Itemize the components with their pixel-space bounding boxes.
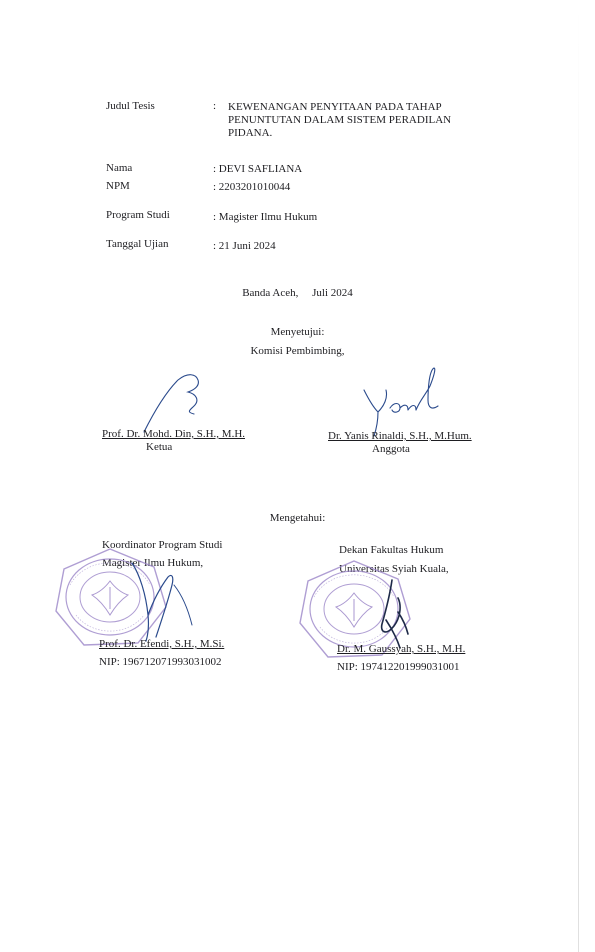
member-role: Anggota	[372, 443, 410, 455]
signature-chairman	[138, 368, 218, 434]
nama-value: : DEVI SAFLIANA	[213, 163, 303, 175]
npm-value: : 2203201010044	[213, 181, 291, 193]
tanggal-label: Tanggal Ujian	[106, 238, 169, 250]
nama-label: Nama	[106, 162, 133, 174]
chairman-name: Prof. Dr. Mohd. Din, S.H., M.H.	[102, 428, 246, 440]
prodi-value: : Magister Ilmu Hukum	[213, 211, 318, 223]
coordinator-title: Koordinator Program Studi	[102, 539, 223, 551]
approval-heading: Menyetujui:	[270, 326, 325, 338]
coordinator-nip: NIP: 196712071993031002	[99, 656, 222, 668]
dean-title: Dekan Fakultas Hukum	[339, 544, 444, 556]
committee-label: Komisi Pembimbing,	[250, 345, 345, 357]
member-name: Dr. Yanis Rinaldi, S.H., M.Hum.	[328, 430, 472, 442]
signature-dean	[372, 576, 412, 650]
dean-university: Universitas Syiah Kuala,	[339, 563, 449, 575]
coordinator-name: Prof. Dr. Efendi, S.H., M.Si.	[99, 638, 225, 650]
chairman-role: Ketua	[146, 441, 173, 453]
signature-member	[356, 364, 452, 438]
judul-line-1: KEWENANGAN PENYITAAN PADA TAHAP	[228, 101, 442, 113]
tanggal-value: : 21 Juni 2024	[213, 240, 276, 252]
signature-coordinator	[112, 555, 202, 645]
judul-line-2: PENUNTUTAN DALAM SISTEM PERADILAN	[228, 114, 452, 126]
npm-label: NPM	[106, 180, 130, 192]
judul-separator: :	[213, 100, 217, 112]
judul-line-3: PIDANA.	[228, 127, 273, 139]
coordinator-program: Magister Ilmu Hukum,	[102, 557, 204, 569]
scan-edge-line	[578, 0, 579, 952]
prodi-label: Program Studi	[106, 209, 170, 221]
place-date: Banda Aceh, Juli 2024	[242, 287, 353, 299]
judul-label: Judul Tesis	[106, 100, 155, 112]
acknowledgement-heading: Mengetahui:	[269, 512, 326, 524]
dean-nip: NIP: 197412201999031001	[337, 661, 460, 673]
dean-name: Dr. M. Gaussyah, S.H., M.H.	[337, 643, 466, 655]
